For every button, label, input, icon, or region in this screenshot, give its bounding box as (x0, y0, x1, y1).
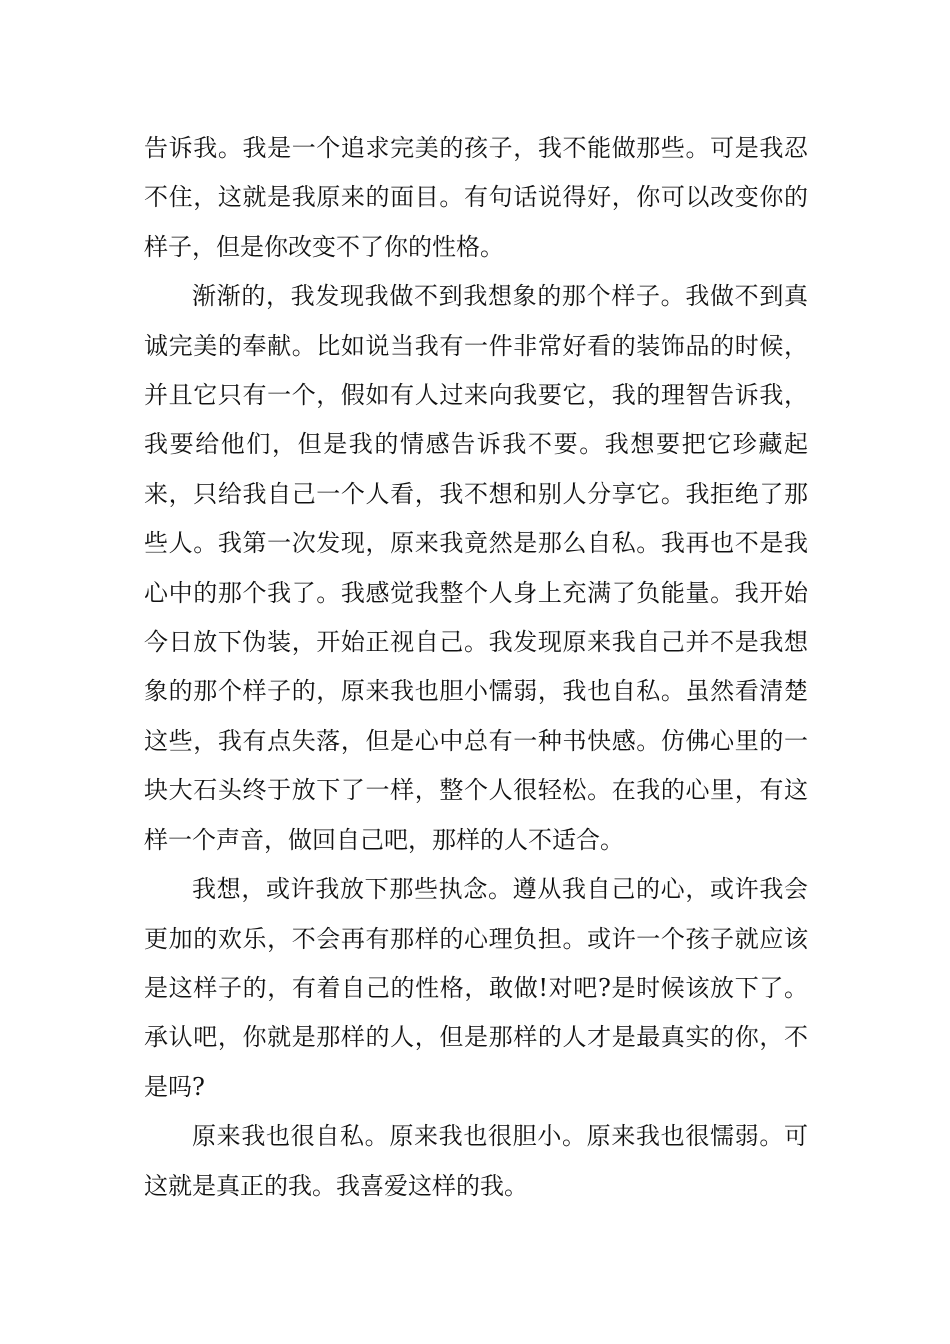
paragraph-4: 原来我也很自私。原来我也很胆小。原来我也很懦弱。可这就是真正的我。我喜爱这样的我。 (144, 1122, 808, 1200)
paragraph-2: 渐渐的，我发现我做不到我想象的那个样子。我做不到真诚完美的奉献。比如说当我有一件非常好看的装饰品的时候，并且它只有一个，假如有人过来向我要它，我的理智告诉我，我要给他们，但是我的情感告诉我不要。我想要把它珍藏起来，只给我自己一个人看，我不想和别人分享它。我拒绝了那些人。我第一次发现，原来我竟然是那么自私。我再也不是我心中的那个我了。我感觉我整个人身上充满了负能量。我开始今日放下伪装，开始正视自己。我发现原来我自己并不是我想象的那个样子的，原来我也胆小懦弱，我也自私。虽然看清楚这些，我有点失落，但是心中总有一种书快感。仿佛心里的一块大石头终于放下了一样，整个人很轻松。在我的心里，有这样一个声音，做回自己吧，那样的人不适合。 (144, 282, 808, 854)
paragraph-3: 我想，或许我放下那些执念。遵从我自己的心，或许我会更加的欢乐，不会再有那样的心理负担。或许一个孩子就应该是这样子的，有着自己的性格，敢做!对吧?是时候该放下了。承认吧，你就是那样的人，但是那样的人才是最真实的你，不是吗? (144, 875, 808, 1101)
paragraph-1: 告诉我。我是一个追求完美的孩子，我不能做那些。可是我忍不住，这就是我原来的面目。有句话说得好，你可以改变你的样子，但是你改变不了你的性格。 (144, 134, 808, 261)
document-body (144, 124, 808, 1211)
